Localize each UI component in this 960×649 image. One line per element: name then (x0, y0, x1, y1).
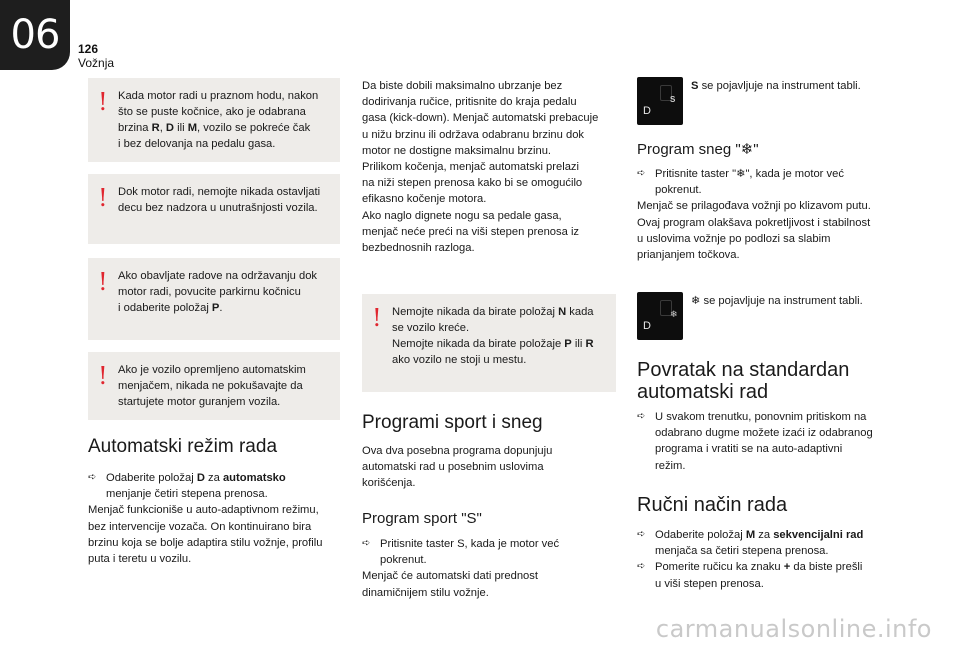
list-item: ➪ Odaberite položaj D za automatsko menjanje četiri stepena prenosa. (88, 472, 286, 501)
warning-box-maintenance (88, 258, 340, 340)
warning-box-idle (88, 78, 340, 162)
heading-sport-program: Program sport "S" (362, 510, 482, 527)
warning-line: i bez delovanja na pedalu gasa. (118, 138, 276, 150)
bullet-arrow-icon: ➪ (637, 411, 646, 422)
bullet-arrow-icon: ➪ (362, 538, 371, 549)
sport-mode-indicator: S (670, 95, 676, 104)
manual-mode-body (637, 527, 899, 592)
warning-line: brzina R, D ili M, vozilo se pokreće čak (118, 122, 311, 134)
paragraph-line: bez intervencije vozača. On kontinuirano bira (88, 520, 312, 533)
warning-line: motor radi, povucite parkirnu kočnicu (118, 286, 301, 298)
paragraph-line: brzinu koja se bolje adaptira stilu vožnje, profilu (88, 536, 323, 549)
return-body (637, 409, 899, 474)
warning-box-push-start (88, 352, 340, 420)
list-item: ➪ Pritisnite taster S, kada je motor već pokrenut. (362, 538, 560, 567)
warning-icon: ! (98, 184, 108, 212)
heading-snow-program: Program sneg "❄" (637, 141, 759, 158)
warning-icon: ! (98, 362, 108, 390)
list-item: ➪ U svakom trenutku, ponovnim pritiskom na odabrano dugme možete izaći iz odabranog programa i vratiti se na auto-adaptivni režim. (637, 411, 873, 472)
snow-program-body: ➪ Pritisnite taster "❄", kada je motor već pokrenut. Menjač se prilagođava vožnji po klizavom putu. Ovaj program olakšava pokretljivost i stabilnost u uslovima vožnje po podlozi sa slabim prianjanjem točkova. (637, 166, 899, 263)
heading-automatic-mode: Automatski režim rada (88, 436, 278, 457)
warning-line: i odaberite položaj P. (118, 302, 223, 314)
watermark-link[interactable]: carmanualsonline.info (655, 615, 932, 643)
warning-line: Dok motor radi, nemojte nikada ostavljati (118, 186, 321, 198)
heading-sport-snow-programs: Programi sport i sneg (362, 412, 543, 433)
gear-indicator: D (643, 105, 651, 117)
page-number: 126 (78, 42, 99, 56)
warning-icon: ! (98, 88, 108, 116)
bullet-arrow-icon: ➪ (637, 529, 646, 540)
warning-line: Kada motor radi u praznom hodu, nakon (118, 90, 319, 102)
chapter-tab (0, 0, 70, 70)
programs-intro: Ova dva posebna programa dopunjuju automatski rad u posebnim uslovima korišćenja. (362, 445, 553, 490)
warning-icon: ! (98, 268, 108, 296)
paragraph-line: Menjač funkcioniše u auto-adaptivnom režimu, (88, 504, 319, 517)
list-item: ➪ Pomerite ručicu ka znaku + da biste prešli u viši stepen prenosa. (637, 561, 863, 590)
instrument-panel-snow-image (637, 292, 683, 340)
warning-line: Ako obavljate radove na održavanju dok (118, 270, 318, 282)
paragraph-line: puta i teretu u vozilu. (88, 553, 192, 566)
warning-line: što se puste kočnice, ako je odabrana (118, 106, 306, 118)
warning-line: menjačem, nikada ne pokušavajte da (118, 380, 303, 392)
gear-indicator: D (643, 320, 651, 332)
list-item: ➪ Pritisnite taster "❄", kada je motor već pokrenut. (637, 168, 844, 197)
heading-return-to-standard: Povratak na standardan automatski rad (637, 359, 850, 403)
chapter-number: 06 (10, 12, 60, 58)
warning-icon: ! (372, 304, 382, 332)
warning-line: Ako je vozilo opremljeno automatskim (118, 364, 306, 376)
heading-manual-mode: Ručni način rada (637, 494, 788, 516)
kickdown-paragraph: Da biste dobili maksimalno ubrzanje bez dodirivanja ručice, pritisnite do kraja pedalu gasa (kick-down). Menjač automatski prebacuje u nižu brzinu ili održava odabranu brzinu dok motor ne dostigne maksimalnu brzinu. Prilikom kočenja, menjač automatski prelazi na niži stepen prenosa kako bi se omogućilo efikasno kočenje motora. Ako naglo dignete nogu sa pedale gasa, menjač neće preći na viši stepen prenosa iz bezbednosnih razloga. (362, 80, 599, 255)
warning-line: startujete motor guranjem vozila. (118, 396, 281, 408)
warning-line: decu bez nadzora u unutrašnjosti vozila. (118, 202, 318, 214)
instrument-panel-sport-image (637, 77, 683, 125)
snowflake-icon: ❄ (670, 309, 678, 319)
sport-caption: S se pojavljuje na instrument tabli. (691, 80, 861, 92)
snow-caption: ❄ se pojavljuje na instrument tabli. (691, 295, 863, 307)
bullet-arrow-icon: ➪ (637, 561, 646, 573)
warning-box-children (88, 174, 340, 244)
section-title: Vožnja (78, 56, 115, 70)
sport-program-body: ➪ Pritisnite taster S, kada je motor već pokrenut. Menjač će automatski dati prednost dinamičnijem stilu vožnje. (362, 536, 620, 601)
bullet-arrow-icon: ➪ (637, 168, 646, 179)
list-item: ➪ Odaberite položaj M za sekvencijalni rad menjača sa četiri stepena prenosa. (637, 529, 864, 558)
automatic-mode-body (88, 470, 343, 567)
bullet-arrow-icon: ➪ (88, 472, 97, 483)
warning-box-gear-selection: ! Nemojte nikada da birate položaj N kada se vozilo kreće. Nemojte nikada da birate položaje P ili R ako vozilo ne stoji u mestu. (362, 294, 616, 392)
